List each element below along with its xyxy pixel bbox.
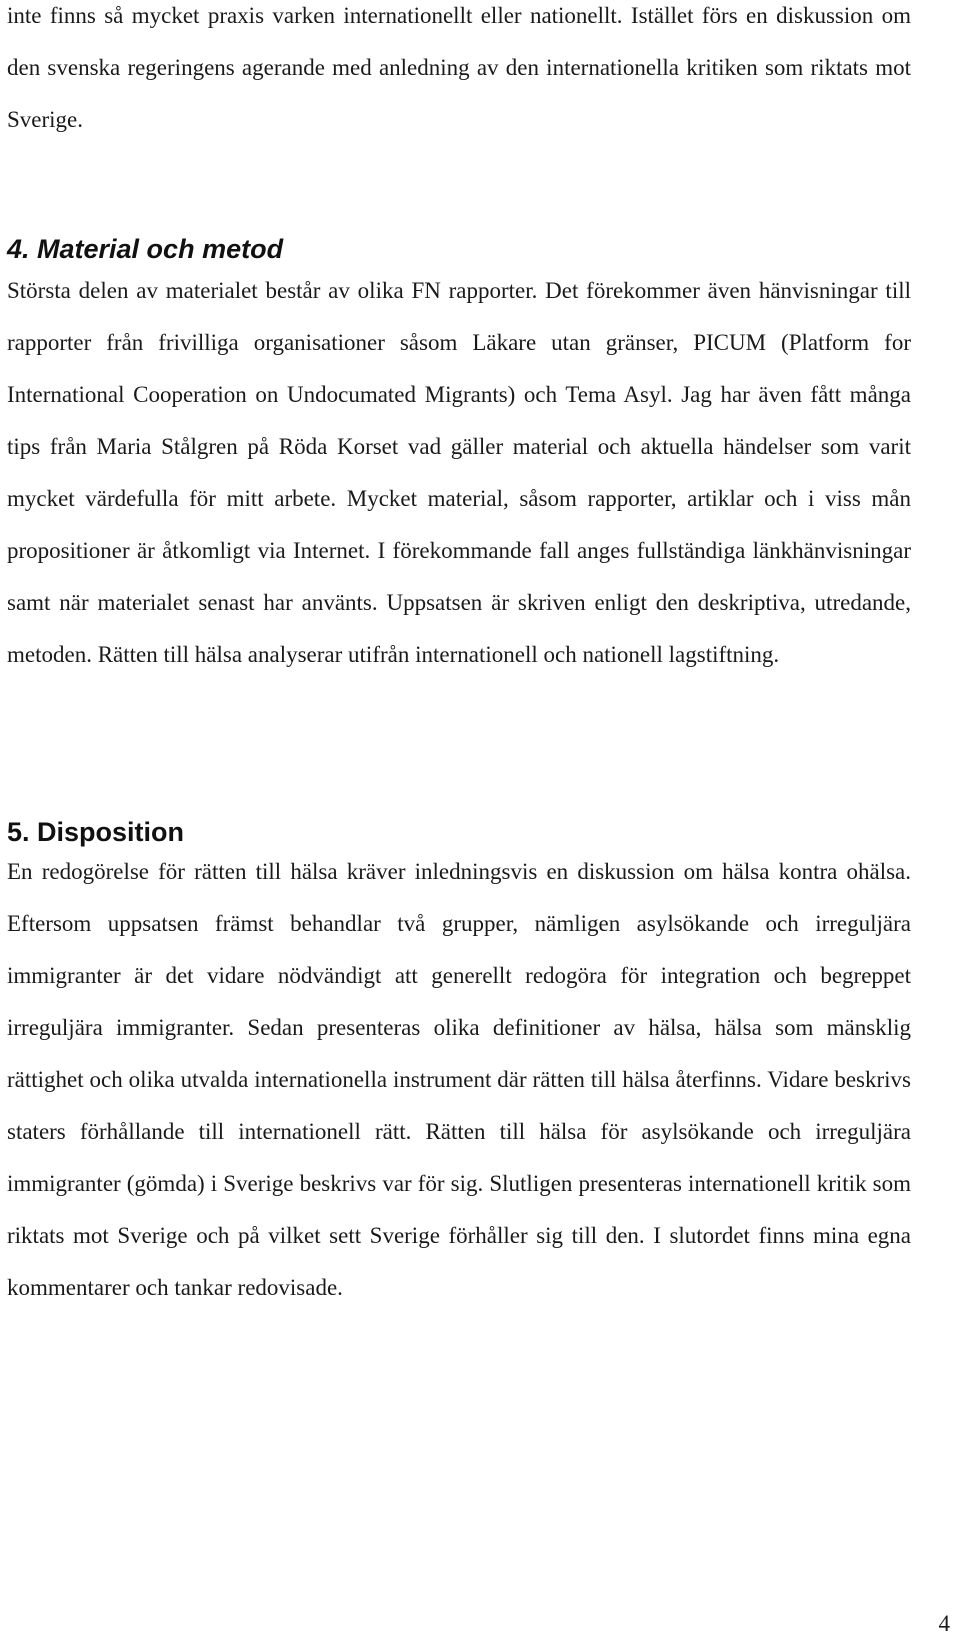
section-4-heading: 4. Material och metod xyxy=(7,234,284,264)
section-4-paragraph: Största delen av materialet består av olika FN rapporter. Det förekommer även hänvisningar till rapporter från frivilliga organisationer såsom Läkare utan gränser, PICUM (Platform for International Cooperation on Undocumated Migrants) och Tema Asyl. Jag har även fått många tips från Maria Stålgren på Röda Korset vad gäller material och aktuella händelser som varit mycket värdefulla för mitt arbete. Mycket material, såsom rapporter, artiklar och i viss mån propositioner är åtkomligt via Internet. I förekommande fall anges fullständiga länkhänvisningar samt när materialet senast har använts. Uppsatsen är skriven enligt den deskriptiva, utredande, metoden. Rätten till hälsa analyserar utifrån internationell och nationell lagstiftning. xyxy=(7,278,911,667)
section-5-paragraph: En redogörelse för rätten till hälsa kräver inledningsvis en diskussion om hälsa kontra ohälsa. Eftersom uppsatsen främst behandlar två grupper, nämligen asylsökande och irreguljära immigranter är det vidare nödvändigt att generellt redogöra för integration och begreppet irreguljära immigranter. Sedan presenteras olika definitioner av hälsa, hälsa som mänsklig rättighet och olika utvalda internationella instrument där rätten till hälsa återfinns. Vidare beskrivs staters förhållande till internationell rätt. Rätten till hälsa för asylsökande och irreguljära immigranter (gömda) i Sverige beskrivs var för sig. Slutligen presenteras internationell kritik som riktats mot Sverige och på vilket sett Sverige förhåller sig till den. I slutordet finns mina egna kommentarer och tankar redovisade. xyxy=(7,859,911,1300)
intro-paragraph: inte finns så mycket praxis varken internationellt eller nationellt. Istället förs en diskussion om den svenska regeringens agerande med anledning av den internationella kritiken som riktats mot Sverige. xyxy=(7,3,911,132)
page-number: 4 xyxy=(938,1611,950,1636)
section-5-heading: 5. Disposition xyxy=(7,817,185,847)
